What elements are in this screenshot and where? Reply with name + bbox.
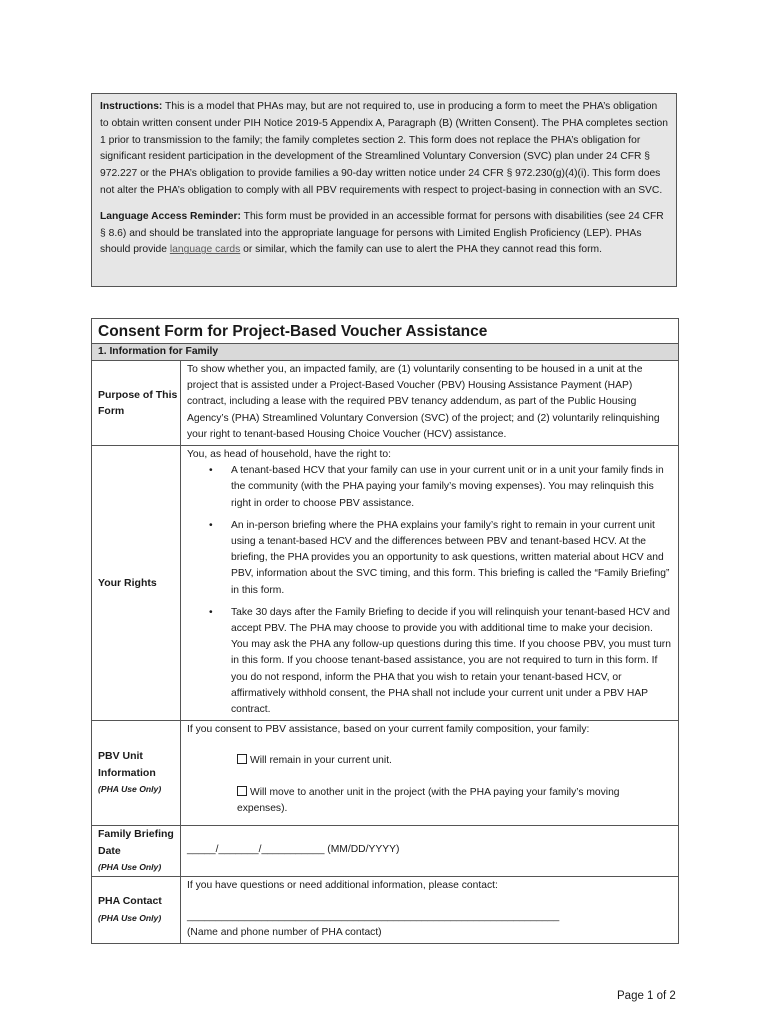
instructions-label: Instructions: [100, 101, 163, 112]
rights-label [92, 446, 181, 720]
form-title: Consent Form for Project-Based Voucher Assistance [92, 319, 678, 344]
briefing-date-field[interactable]: _____/_______/___________ (MM/DD/YYYY) [187, 844, 400, 856]
language-reminder-text: This form must be provided in an accessible format for persons with disabilities (see 24 CFR § 8.6) and should be translated into the appropriate language for persons with Limited English Proficiency (LEP). PHAs should provide [100, 210, 664, 256]
briefing-date-content [181, 826, 678, 876]
rights-intro: You, as head of household, have the right to: [187, 449, 391, 461]
rights-list [187, 463, 672, 718]
rights-row [92, 446, 678, 721]
language-reminder-label: Language Access Reminder: [100, 210, 241, 222]
page-number: Page 1 of 2 [617, 990, 676, 1002]
pha-use-only-label: (PHA Use Only) [98, 912, 162, 923]
bullet-icon: • [209, 606, 213, 618]
pha-contact-intro: If you have questions or need additional information, please contact: [187, 879, 498, 891]
bullet-icon: • [209, 519, 213, 531]
list-item [209, 463, 672, 512]
briefing-date-row [92, 826, 678, 877]
purpose-label [92, 361, 181, 445]
rights-label-text: Your Rights [98, 576, 157, 589]
purpose-row [92, 361, 678, 446]
section-1-heading: 1. Information for Family [92, 344, 678, 361]
pha-contact-label [92, 877, 181, 944]
list-item [209, 518, 672, 599]
rights-item-text: A tenant-based HCV that your family can use in your current unit or in a unit your family finds in the community (with the PHA paying your family’s moving expenses). You may relinquish this right in order to choose PBV assistance. [231, 465, 664, 509]
remain-checkbox[interactable] [237, 754, 247, 764]
rights-item-text: Take 30 days after the Family Briefing to decide if you will relinquish your tenant-based HCV and accept PBV. The PHA may choose to provide you with additional time to make your decision. You may ask the PHA any follow-up questions during this time. If you choose PBV, you must turn in this form. If you choose tenant-based assistance, you are not required to turn in this form. If you do not respond, inform the PHA that you wish to retain your tenant-based HCV, or affirmatively withhold consent, the PHA shall not include your current unit under a PBV HAP contract. [231, 606, 671, 716]
purpose-text: To show whether you, an impacted family, are (1) voluntarily consenting to be housed in a unit at the project that is assisted under a Project-Based Voucher (PBV) Housing Assistance Payment (HAP) contract, including a lease with the required PBV tenancy addendum, as part of the Public Housing Agency’s (PHA) Streamlined Voluntary Conversion (SVC) of the project; and (2) voluntarily relinquishing your right to tenant-based Housing Choice Voucher (HCV) assistance. [187, 364, 660, 440]
purpose-label-text: Purpose of This Form [98, 388, 178, 417]
pbv-unit-row [92, 721, 678, 826]
pbv-unit-intro: If you consent to PBV assistance, based on your current family composition, your family: [187, 724, 590, 736]
bullet-icon: • [209, 465, 213, 477]
briefing-date-label-text: Family Briefing Date [98, 828, 174, 857]
move-option-text: Will move to another unit in the project (with the PHA paying your family’s moving expenses). [237, 786, 620, 814]
pbv-unit-label-text: PBV Unit Information [98, 750, 156, 779]
pha-use-only-label: (PHA Use Only) [98, 862, 162, 873]
pha-contact-content [181, 877, 678, 944]
instructions-text: This is a model that PHAs may, but are not required to, use in producing a form to meet the PHA’s obligation to obtain written consent under PIH Notice 2019-5 Appendix A, Paragraph (B) (Written Consent). The PHA completes section 1 prior to transmission to the family; the family completes section 2. This form does not replace the PHA’s obligation for significant resident participation in the development of the Streamlined Voluntary Conversion (SVC) plan under 24 CFR § 972.227 or the PHA’s obligation to provide families a 90-day written notice under 24 CFR § 972.230(g)(4)(i). This form does not alter the PHA’s obligation to comply with all PBV requirements with respect to project-basing in connection with an SVC. [100, 101, 668, 196]
language-cards-link[interactable]: language cards [169, 244, 241, 256]
pha-contact-row [92, 877, 678, 944]
language-reminder-paragraph [100, 209, 668, 259]
briefing-date-label [92, 826, 181, 876]
remain-option-text: Will remain in your current unit. [250, 755, 392, 767]
language-reminder-text-end: or similar, which the family can use to alert the PHA they cannot read this form. [243, 244, 602, 256]
pbv-unit-content [181, 721, 678, 825]
pha-contact-label-text: PHA Contact [98, 895, 162, 908]
pha-contact-field[interactable]: _________________________________________________________________ [187, 910, 560, 922]
instructions-box [91, 93, 677, 287]
list-item [209, 605, 672, 718]
instructions-paragraph [100, 99, 668, 200]
move-option [187, 785, 672, 823]
pbv-unit-label [92, 721, 181, 825]
rights-content [181, 446, 678, 720]
pha-use-only-label: (PHA Use Only) [98, 784, 162, 795]
pha-contact-caption: (Name and phone number of PHA contact) [187, 926, 382, 938]
consent-form [91, 318, 679, 944]
rights-item-text: An in-person briefing where the PHA explains your family’s right to remain in your current unit using a tenant-based HCV and the differences between PBV and tenant-based HCV. At the briefing, the PHA provides you an opportunity to ask questions, written material about HCV and PBV, information about the SVC timing, and this form. This briefing is called the “Family Briefing” in this form. [231, 519, 670, 596]
move-checkbox[interactable] [237, 786, 247, 796]
remain-option [187, 753, 672, 769]
